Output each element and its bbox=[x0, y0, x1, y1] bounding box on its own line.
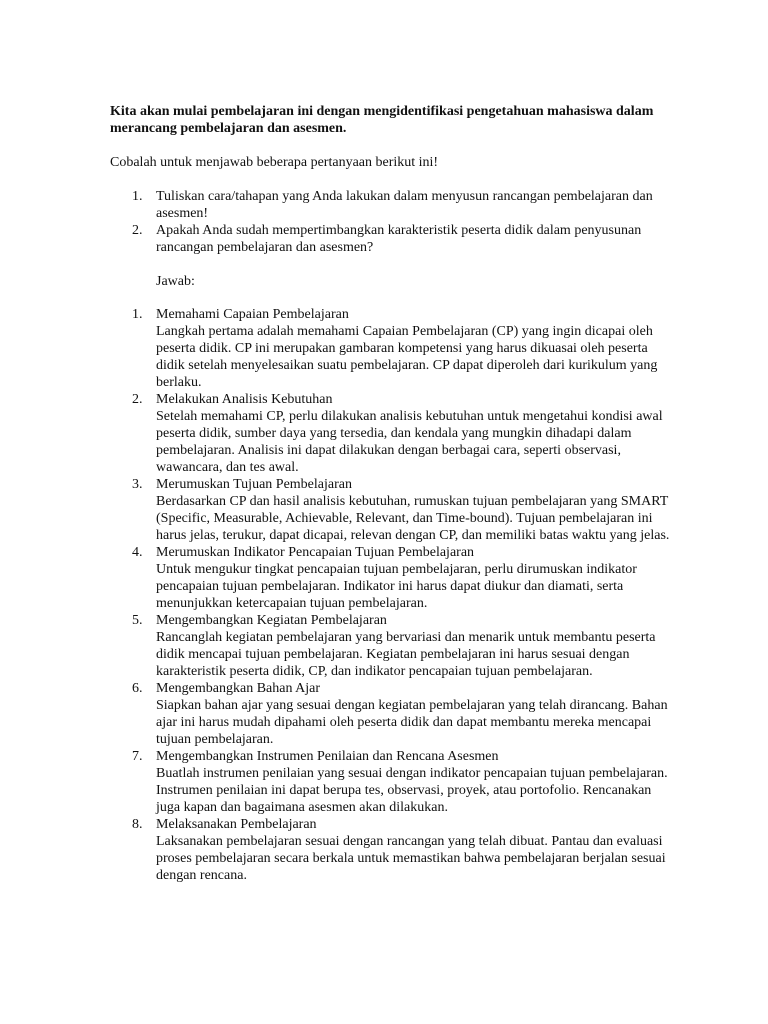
step-body: Buatlah instrumen penilaian yang sesuai dengan indikator pencapaian tujuan pembelajaran. Instrumen penilaian ini dapat berupa tes, observasi, proyek, atau portofolio. Rencanakan juga kapan dan bagaimana asesmen akan dilakukan. bbox=[156, 766, 668, 815]
step-item bbox=[110, 476, 670, 544]
answer-steps-list bbox=[110, 306, 670, 884]
step-body: Rancanglah kegiatan pembelajaran yang bervariasi dan menarik untuk membantu peserta didik mencapai tujuan pembelajaran. Kegiatan pembelajaran ini harus sesuai dengan karakteristik peserta didik, CP, dan indikator pencapaian tujuan pembelajaran. bbox=[156, 630, 656, 679]
question-text: Apakah Anda sudah mempertimbangkan karakteristik peserta didik dalam penyusunan rancangan pembelajaran dan asesmen? bbox=[156, 223, 642, 255]
question-item bbox=[110, 188, 670, 222]
question-number: 1. bbox=[132, 189, 143, 204]
step-title: Memahami Capaian Pembelajaran bbox=[156, 307, 349, 322]
step-item bbox=[110, 816, 670, 884]
step-number: 3. bbox=[132, 477, 143, 492]
step-body: Berdasarkan CP dan hasil analisis kebutuhan, rumuskan tujuan pembelajaran yang SMART (Specific, Measurable, Achievable, Relevant, dan Time-bound). Tujuan pembelajaran ini harus jelas, terukur, dapat dicapai, relevan dengan CP, dan memiliki batas waktu yang jelas. bbox=[156, 494, 670, 543]
step-item bbox=[110, 748, 670, 816]
step-number: 6. bbox=[132, 681, 143, 696]
step-title: Melaksanakan Pembelajaran bbox=[156, 817, 317, 832]
step-title: Merumuskan Tujuan Pembelajaran bbox=[156, 477, 352, 492]
step-title: Mengembangkan Instrumen Penilaian dan Rencana Asesmen bbox=[156, 749, 499, 764]
question-list bbox=[110, 188, 670, 256]
step-number: 1. bbox=[132, 307, 143, 322]
step-body: Laksanakan pembelajaran sesuai dengan rancangan yang telah dibuat. Pantau dan evaluasi proses pembelajaran secara berkala untuk memastikan bahwa pembelajaran berjalan sesuai dengan rencana. bbox=[156, 834, 666, 883]
question-text: Tuliskan cara/tahapan yang Anda lakukan dalam menyusun rancangan pembelajaran dan asesmen! bbox=[156, 189, 653, 221]
step-body: Untuk mengukur tingkat pencapaian tujuan pembelajaran, perlu dirumuskan indikator pencapaian tujuan pembelajaran. Indikator ini harus dapat diukur dan diamati, serta menunjukkan ketercapaian tujuan pembelajaran. bbox=[156, 562, 637, 611]
step-item bbox=[110, 391, 670, 476]
step-number: 4. bbox=[132, 545, 143, 560]
step-number: 8. bbox=[132, 817, 143, 832]
step-title: Melakukan Analisis Kebutuhan bbox=[156, 392, 333, 407]
step-number: 5. bbox=[132, 613, 143, 628]
step-number: 2. bbox=[132, 392, 143, 407]
step-body: Siapkan bahan ajar yang sesuai dengan kegiatan pembelajaran yang telah dirancang. Bahan ajar ini harus mudah dipahami oleh peserta didik dan dapat membantu mereka mencapai tujuan pembelajaran. bbox=[156, 698, 668, 747]
step-title: Mengembangkan Kegiatan Pembelajaran bbox=[156, 613, 387, 628]
question-number: 2. bbox=[132, 223, 143, 238]
answer-label: Jawab: bbox=[156, 274, 195, 289]
step-item bbox=[110, 680, 670, 748]
step-item bbox=[110, 306, 670, 391]
step-body: Langkah pertama adalah memahami Capaian Pembelajaran (CP) yang ingin dicapai oleh peserta didik. CP ini merupakan gambaran kompetensi yang harus dikuasai oleh peserta didik setelah menyelesaikan suatu pembelajaran. CP dapat diperoleh dari kurikulum yang berlaku. bbox=[156, 324, 658, 390]
step-item bbox=[110, 612, 670, 680]
step-title: Mengembangkan Bahan Ajar bbox=[156, 681, 321, 696]
question-item bbox=[110, 222, 670, 256]
prompt-text: Cobalah untuk menjawab beberapa pertanyaan berikut ini! bbox=[110, 155, 439, 170]
intro-heading: Kita akan mulai pembelajaran ini dengan mengidentifikasi pengetahuan mahasiswa dalam merancang pembelajaran dan asesmen. bbox=[110, 104, 654, 136]
step-item bbox=[110, 544, 670, 612]
step-number: 7. bbox=[132, 749, 143, 764]
step-title: Merumuskan Indikator Pencapaian Tujuan Pembelajaran bbox=[156, 545, 475, 560]
step-body: Setelah memahami CP, perlu dilakukan analisis kebutuhan untuk mengetahui kondisi awal peserta didik, sumber daya yang tersedia, dan kendala yang mungkin dihadapi dalam pembelajaran. Analisis ini dapat dilakukan dengan berbagai cara, seperti observasi, wawancara, dan tes awal. bbox=[156, 409, 663, 475]
